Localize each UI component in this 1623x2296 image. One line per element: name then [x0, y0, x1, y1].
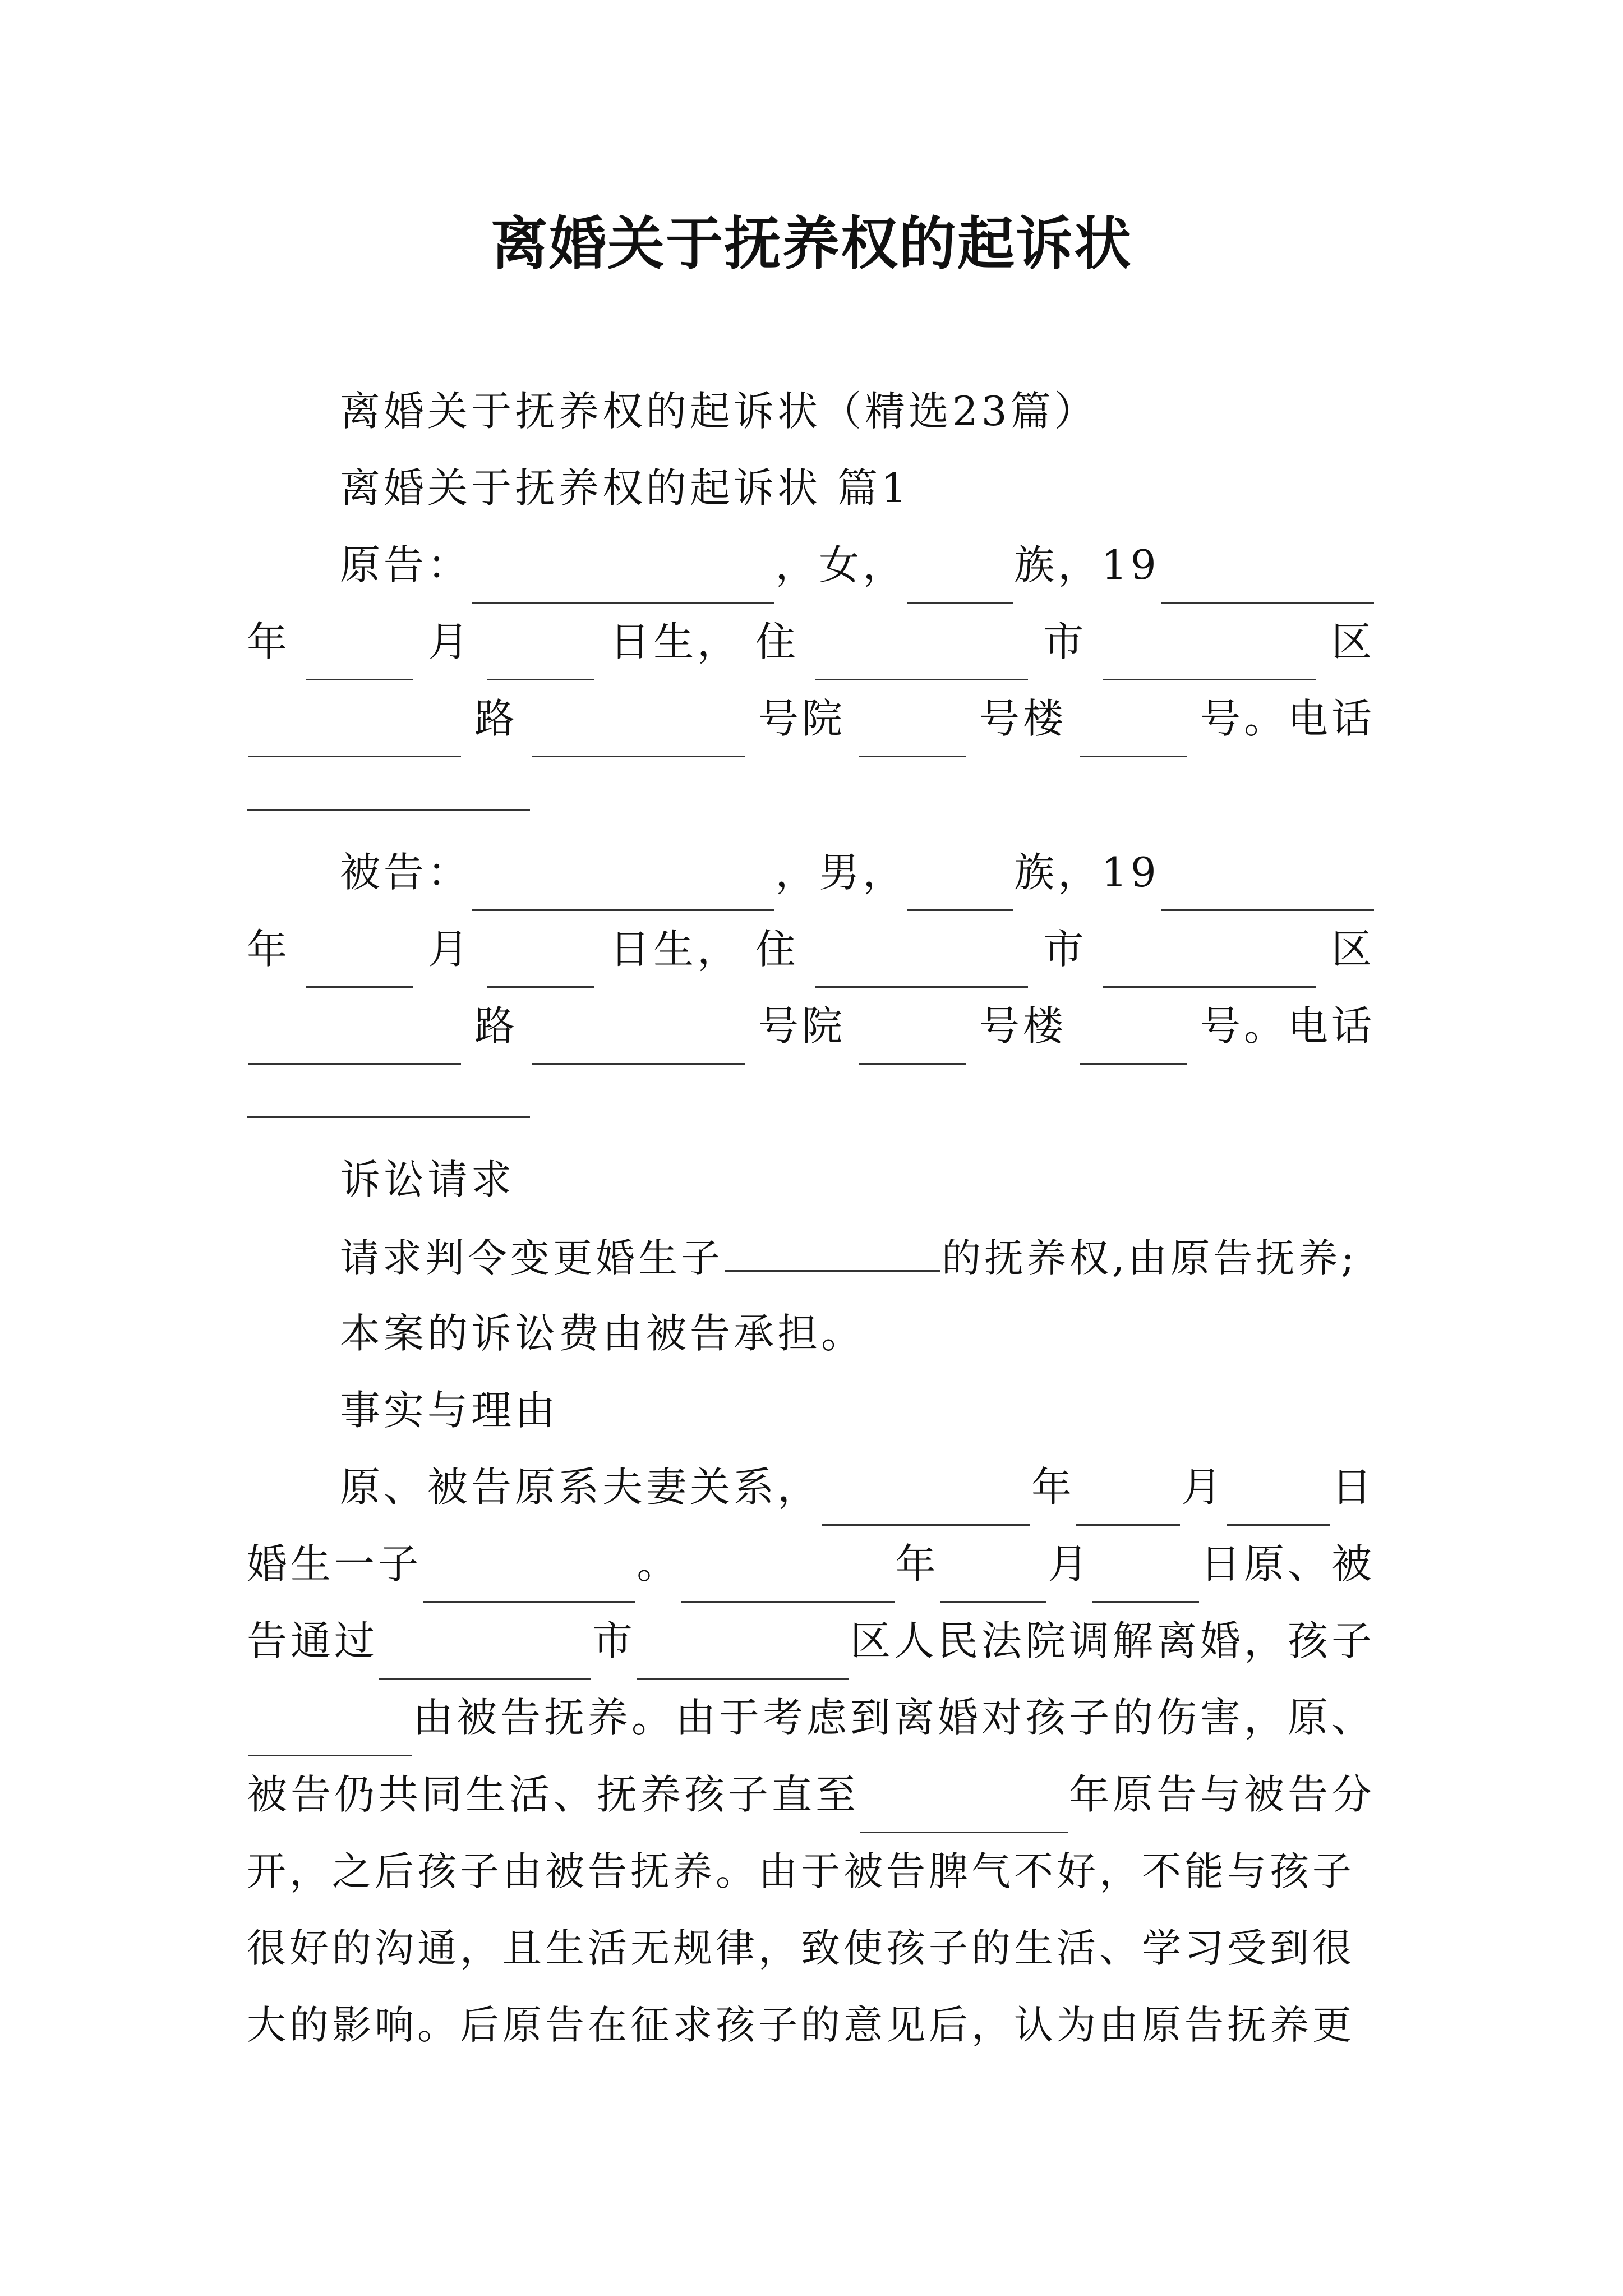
section-heading: 离婚关于抚养权的起诉状 篇1: [340, 464, 910, 512]
defendant-line-2: [247, 911, 1375, 988]
plaintiff-year-blank: [1161, 550, 1374, 604]
facts-l5-year-blank: [860, 1780, 1068, 1833]
facts-l2-year-blank: [681, 1549, 894, 1603]
defendant-month-blank: [306, 935, 413, 988]
defendant-year-blank: [1161, 858, 1374, 911]
facts-l2-c: 年: [895, 1540, 939, 1588]
plaintiff-city-blank: [815, 627, 1028, 680]
facts-l3-district-blank: [637, 1626, 849, 1680]
document-body: [247, 373, 1375, 2064]
plaintiff-courtyard-label: 号院: [758, 695, 846, 742]
facts-l1-day-blank: [1227, 1473, 1330, 1526]
facts-line-4: [247, 1680, 1375, 1756]
plaintiff-label: 原告：: [340, 541, 472, 588]
plaintiff-line-3: [247, 680, 1375, 757]
plaintiff-year-prefix: 19: [1101, 541, 1160, 588]
defendant-day-blank: [487, 935, 594, 988]
defendant-ethnicity-label: 族，: [1014, 849, 1102, 896]
facts-l1-d: 日: [1331, 1464, 1375, 1511]
facts-l2-day-blank: [1092, 1549, 1199, 1603]
defendant-live-label: 住: [755, 926, 799, 973]
defendant-district-blank: [1103, 935, 1316, 988]
defendant-building-label: 号楼: [979, 1002, 1067, 1050]
defendant-year-label: 年: [247, 926, 291, 973]
plaintiff-day-blank: [487, 627, 594, 680]
defendant-road-blank: [248, 1011, 461, 1065]
facts-l2-child-blank: [423, 1549, 635, 1603]
defendant-courtyard-blank: [532, 1011, 745, 1065]
defendant-name-blank: [472, 858, 774, 911]
plaintiff-district-blank: [1103, 627, 1316, 680]
facts-heading: 事实与理由: [340, 1387, 559, 1434]
plaintiff-month-label: 月: [428, 618, 472, 665]
defendant-phone-label: 号。电话: [1200, 1002, 1375, 1050]
plaintiff-road-label: 路: [474, 695, 518, 742]
facts-l3-city-blank: [379, 1626, 591, 1680]
defendant-courtyard-label: 号院: [758, 1002, 846, 1050]
defendant-district-label: 区: [1331, 926, 1375, 973]
defendant-line-4: [247, 1065, 1375, 1142]
facts-line-8: 大的影响。后原告在征求孩子的意见后，认为由原告抚养更: [247, 2002, 1355, 2048]
plaintiff-line-2: [247, 604, 1375, 680]
plaintiff-month-blank: [306, 627, 413, 680]
defendant-number-blank: [1080, 1011, 1187, 1065]
document-title: 离婚关于抚养权的起诉状: [491, 210, 1132, 278]
claim-1-text-b: 的抚养权,由原告抚养;: [942, 1235, 1358, 1281]
plaintiff-phone-label: 号。电话: [1200, 695, 1375, 742]
facts-l3-b: 市: [592, 1617, 636, 1664]
plaintiff-building-blank: [859, 704, 966, 757]
plaintiff-ethnicity-label: 族，: [1014, 541, 1102, 588]
defendant-line-1: [247, 834, 1375, 911]
plaintiff-city-label: 市: [1043, 618, 1087, 665]
plaintiff-courtyard-blank: [532, 704, 745, 757]
defendant-road-label: 路: [474, 1002, 518, 1050]
defendant-phone-blank: [247, 1065, 530, 1118]
facts-l2-e: 日原、被: [1200, 1540, 1376, 1588]
plaintiff-number-blank: [1080, 704, 1187, 757]
facts-line-3: [247, 1603, 1375, 1680]
plaintiff-year-label: 年: [247, 618, 291, 665]
plaintiff-road-blank: [248, 704, 461, 757]
facts-l1-c: 月: [1181, 1464, 1225, 1511]
plaintiff-line-4: [247, 757, 1375, 834]
facts-line-2: [247, 1526, 1375, 1603]
facts-line-7: 很好的沟通，且生活无规律，致使孩子的生活、学习受到很: [247, 1925, 1355, 1971]
facts-line-1: [247, 1449, 1375, 1526]
defendant-label: 被告：: [340, 849, 472, 896]
facts-l1-b: 年: [1031, 1464, 1075, 1511]
defendant-city-label: 市: [1043, 926, 1087, 973]
defendant-building-blank: [859, 1011, 966, 1065]
subtitle: 离婚关于抚养权的起诉状（精选23篇）: [340, 388, 1098, 435]
plaintiff-gender: ，女，: [775, 541, 907, 588]
facts-l1-a: 原、被告原系夫妻关系，: [340, 1464, 822, 1511]
claim-2: 本案的诉讼费由被告承担。: [340, 1310, 865, 1357]
claims-heading: 诉讼请求: [340, 1156, 515, 1203]
plaintiff-name-blank: [472, 550, 774, 604]
facts-l5-b: 年原告与被告分: [1068, 1771, 1375, 1818]
claim-1-text-a: 请求判令变更婚生子: [340, 1235, 723, 1281]
facts-line-5: [247, 1756, 1375, 1833]
facts-line-6: 开，之后孩子由被告抚养。由于被告脾气不好，不能与孩子: [247, 1848, 1355, 1894]
facts-l1-year-blank: [822, 1473, 1030, 1526]
defendant-gender: ，男，: [775, 849, 907, 896]
plaintiff-district-label: 区: [1331, 618, 1375, 665]
facts-l4-blank: [248, 1703, 412, 1756]
plaintiff-live-label: 住: [755, 618, 799, 665]
claim-1-child-blank: [725, 1218, 940, 1272]
plaintiff-phone-blank: [247, 757, 530, 811]
facts-l1-month-blank: [1076, 1473, 1180, 1526]
facts-l3-c: 区人民法院调解离婚，孩子: [850, 1617, 1375, 1664]
facts-l4-a: 由被告抚养。由于考虑到离婚对孩子的伤害，原、: [412, 1694, 1375, 1741]
defendant-year-prefix: 19: [1101, 849, 1160, 896]
defendant-month-label: 月: [428, 926, 472, 973]
facts-l2-a: 婚生一子: [247, 1540, 422, 1588]
plaintiff-line-1: [247, 527, 1375, 604]
defendant-city-blank: [815, 935, 1028, 988]
defendant-ethnicity-blank: [907, 858, 1013, 911]
defendant-birth-label: 日生，: [610, 926, 741, 973]
facts-l2-month-blank: [940, 1549, 1047, 1603]
facts-l3-a: 告通过: [247, 1617, 379, 1664]
claim-1: [247, 1218, 1375, 1295]
plaintiff-building-label: 号楼: [979, 695, 1067, 742]
defendant-line-3: [247, 988, 1375, 1065]
facts-l2-d: 月: [1048, 1540, 1092, 1588]
plaintiff-birth-label: 日生，: [610, 618, 741, 665]
facts-l2-b: 。: [637, 1540, 681, 1588]
plaintiff-ethnicity-blank: [907, 550, 1013, 604]
facts-l5-a: 被告仍共同生活、抚养孩子直至: [247, 1771, 860, 1818]
